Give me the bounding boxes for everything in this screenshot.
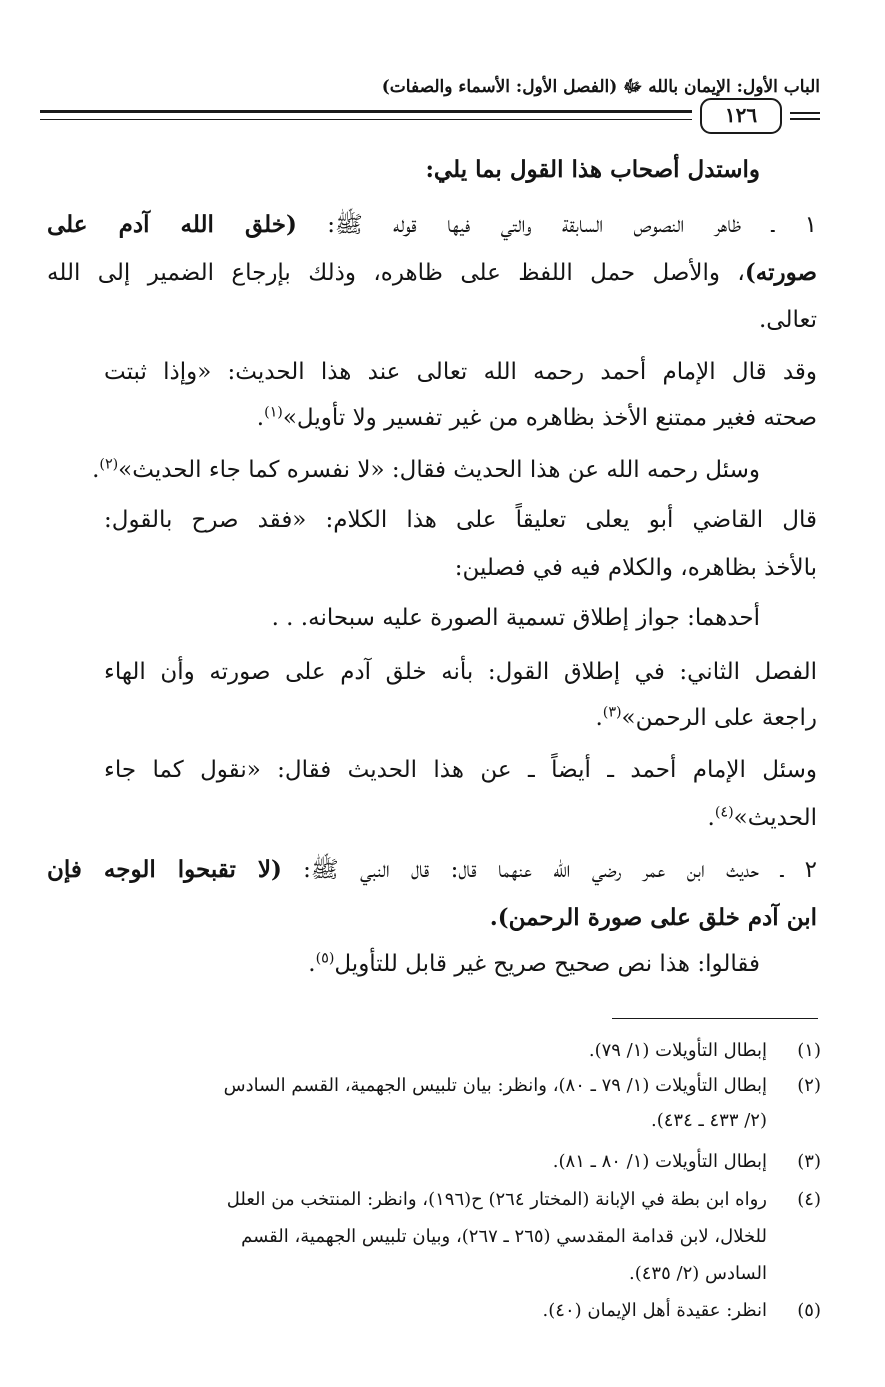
period: . <box>707 805 715 831</box>
footnote-text: إبطال التأويلات (١/ ٨٠ ـ ٨١). <box>552 1151 767 1172</box>
footnote-number: (٥) <box>797 1300 821 1321</box>
point-2-text: ٢ ـ حديث ابن عمر رضي الله عنهما قال: قال النبي ﷺ: <box>281 857 817 883</box>
body-line-10 <box>47 598 760 638</box>
footnote-number: (٢) <box>797 1075 821 1096</box>
period: . <box>256 405 265 431</box>
footnote-text: رواه ابن بطة في الإبانة (المختار ٢٦٤) ح(١٩٦)، وانظر: المنتخب من العلل <box>226 1189 767 1210</box>
body-text: الفصل الثاني: في إطلاق القول: بأنه خلق آدم على صورته وأن الهاء <box>104 659 817 685</box>
footnote-text: إبطال التأويلات (١/ ٧٩). <box>588 1040 767 1061</box>
body-line-6 <box>47 398 817 438</box>
footnote-ref-1[interactable]: (١) <box>264 404 283 421</box>
period: . <box>92 457 100 483</box>
body-line-7 <box>47 450 760 490</box>
period: . <box>489 904 498 931</box>
body-text: أحدهما: جواز إطلاق تسمية الصورة عليه سبحانه. . . <box>271 605 760 631</box>
body-text: ، والأصل حمل اللفظ على ظاهره، وذلك بإرجاع الضمير إلى الله <box>47 260 745 286</box>
footnote-number: (١) <box>797 1040 821 1061</box>
page-number: ١٢٦ <box>700 98 782 134</box>
body-line-16 <box>47 898 817 938</box>
body-line-14 <box>47 798 817 838</box>
header-rule-top <box>40 110 692 113</box>
body-text: راجعة على الرحمن» <box>621 705 817 731</box>
footnote-separator <box>612 1018 818 1019</box>
footnote-ref-3[interactable]: (٣) <box>602 704 622 721</box>
period: . <box>595 705 603 731</box>
page-number-ornament <box>790 112 820 120</box>
intro-heading: واستدل أصحاب هذا القول بما يلي: <box>425 156 760 183</box>
body-text: صحته فغير ممتنع الأخذ بظاهره من غير تفسير ولا تأويل» <box>282 405 817 431</box>
footnote-ref-2[interactable]: (٢) <box>99 456 119 473</box>
body-line-9 <box>47 548 817 588</box>
body-line-17 <box>47 944 760 984</box>
hadith-quote-2-end: ابن آدم خلق على صورة الرحمن) <box>497 904 817 931</box>
body-line-2 <box>47 205 817 245</box>
body-line-12 <box>47 698 817 738</box>
body-line-15 <box>47 850 817 890</box>
hadith-quote-1: (خلق الله آدم على <box>47 211 297 238</box>
footnote-text: انظر: عقيدة أهل الإيمان (٤٠). <box>542 1300 767 1321</box>
footnote-text: (٢/ ٤٣٣ ـ ٤٣٤). <box>651 1110 767 1131</box>
footnote-number: (٤) <box>797 1189 821 1210</box>
period: . <box>308 951 316 977</box>
point-1-text: ١ ـ ظاهر النصوص السابقة والتي فيها قوله ﷺ: <box>296 212 817 238</box>
body-text: تعالى. <box>759 307 817 333</box>
body-text: وقد قال الإمام أحمد رحمه الله تعالى عند هذا الحديث: «وإذا ثبتت <box>104 359 817 385</box>
body-text: وسئل رحمه الله عن هذا الحديث فقال: «لا نفسره كما جاء الحديث» <box>118 457 760 483</box>
body-text: بالأخذ بظاهره، والكلام فيه في فصلين: <box>454 555 817 581</box>
body-text: الحديث» <box>733 805 817 831</box>
running-title: الباب الأول: الإيمان بالله ﷻ (الفصل الأول: الأسماء والصفات) <box>381 77 820 97</box>
body-text: فقالوا: هذا نص صحيح صريح غير قابل للتأويل <box>334 951 760 977</box>
body-line-3 <box>47 253 817 293</box>
footnote-number: (٣) <box>797 1151 821 1172</box>
body-line-11 <box>104 652 817 692</box>
body-line-5 <box>104 352 817 392</box>
hadith-quote-1-end: صورته) <box>744 259 817 286</box>
footnote-ref-4[interactable]: (٤) <box>714 804 734 821</box>
body-line-1 <box>47 150 760 190</box>
body-line-13 <box>104 750 817 790</box>
body-line-4 <box>47 300 817 340</box>
footnote-ref-5[interactable]: (٥) <box>315 950 335 967</box>
hadith-quote-2: (لا تقبحوا الوجه فإن <box>47 856 282 883</box>
body-line-8 <box>104 500 817 540</box>
footnote-text: السادس (٢/ ٤٣٥). <box>629 1263 767 1284</box>
body-text: وسئل الإمام أحمد ـ أيضاً ـ عن هذا الحديث فقال: «نقول كما جاء <box>104 757 817 783</box>
footnote-text: إبطال التأويلات (١/ ٧٩ ـ ٨٠)، وانظر: بيان تلبيس الجهمية، القسم السادس <box>223 1075 767 1096</box>
body-text: قال القاضي أبو يعلى تعليقاً على هذا الكلام: «فقد صرح بالقول: <box>104 507 817 533</box>
header-rule-bottom <box>40 119 692 120</box>
footnote-text: للخلال، لابن قدامة المقدسي (٢٦٥ ـ ٢٦٧)، وبيان تلبيس الجهمية، القسم <box>241 1226 767 1247</box>
